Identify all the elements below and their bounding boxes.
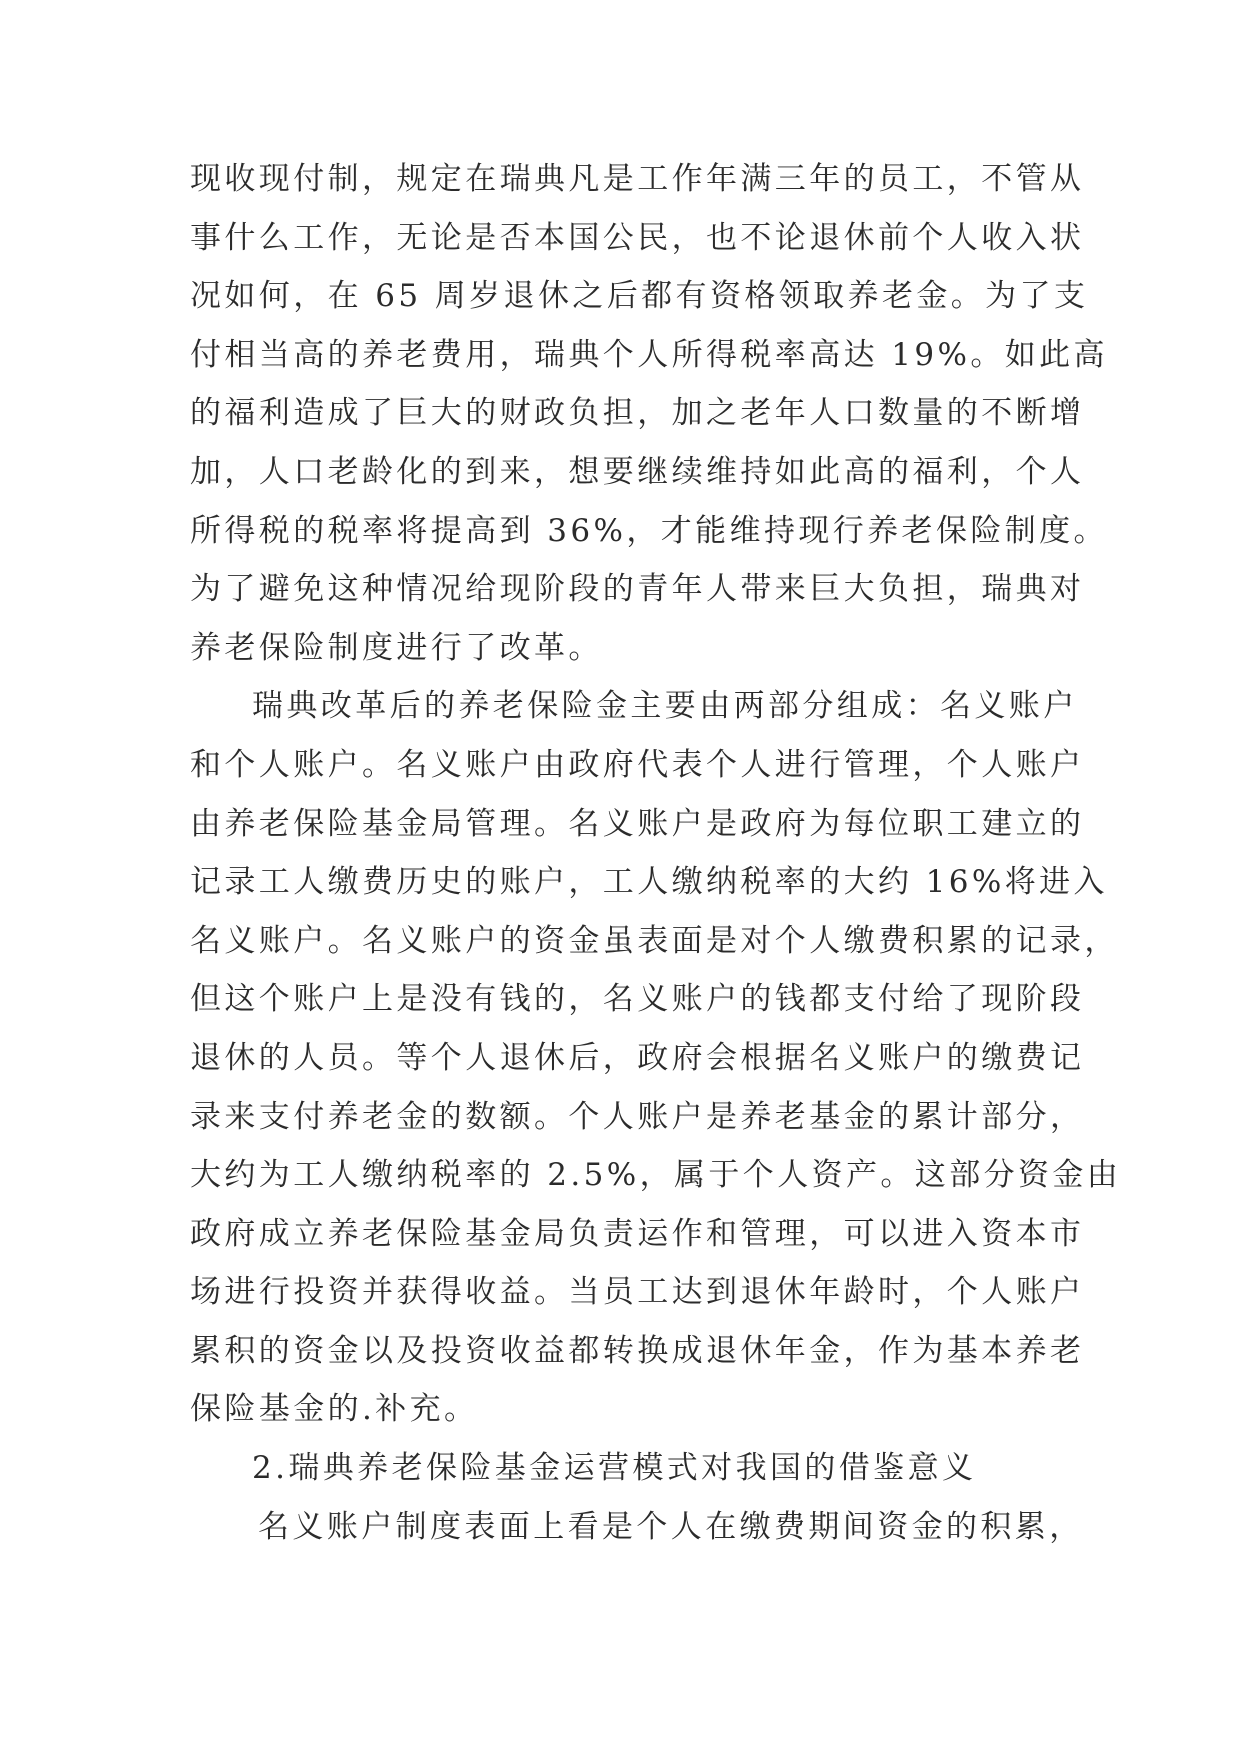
text-line: 加，人口老龄化的到来，想要继续维持如此高的福利，个人 bbox=[190, 453, 1085, 490]
section-heading bbox=[190, 1439, 1056, 1498]
text-line: 但这个账户上是没有钱的，名义账户的钱都支付给了现阶段 bbox=[190, 981, 1085, 1018]
text-line: 录来支付养老金的数额。个人账户是养老基金的累计部分， bbox=[190, 1098, 1085, 1135]
text-line: 付相当高的养老费用，瑞典个人所得税率高达 19%。如此高 bbox=[190, 336, 1108, 373]
heading-line: 2.瑞典养老保险基金运营模式对我国的借鉴意义 bbox=[252, 1450, 977, 1487]
text-line: 和个人账户。名义账户由政府代表个人进行管理，个人账户 bbox=[190, 746, 1085, 783]
text-line: 的福利造成了巨大的财政负担，加之老年人口数量的不断增 bbox=[190, 395, 1085, 432]
paragraph-2 bbox=[190, 677, 1122, 1439]
document-body bbox=[190, 150, 1122, 1556]
text-line: 所得税的税率将提高到 36%，才能维持现行养老保险制度。 bbox=[190, 512, 1108, 549]
text-line: 养老保险制度进行了改革。 bbox=[190, 629, 603, 666]
text-line: 事什么工作，无论是否本国公民，也不论退休前个人收入状 bbox=[190, 219, 1085, 256]
text-line: 名义账户。名义账户的资金虽表面是对个人缴费积累的记录， bbox=[190, 922, 1119, 959]
text-line: 况如何，在 65 周岁退休之后都有资格领取养老金。为了支 bbox=[190, 278, 1089, 315]
text-line: 场进行投资并获得收益。当员工达到退休年龄时，个人账户 bbox=[190, 1274, 1085, 1311]
text-line: 名义账户制度表面上看是个人在缴费期间资金的积累， bbox=[258, 1508, 1084, 1545]
text-line: 瑞典改革后的养老保险金主要由两部分组成：名义账户 bbox=[252, 688, 1078, 725]
paragraph-1 bbox=[190, 150, 1108, 677]
text-line: 由养老保险基金局管理。名义账户是政府为每位职工建立的 bbox=[190, 805, 1085, 842]
text-line: 记录工人缴费历史的账户，工人缴纳税率的大约 16%将进入 bbox=[190, 864, 1108, 901]
paragraph-3 bbox=[190, 1498, 1084, 1557]
text-line: 退休的人员。等个人退休后，政府会根据名义账户的缴费记 bbox=[190, 1039, 1085, 1076]
text-line: 现收现付制，规定在瑞典凡是工作年满三年的员工，不管从 bbox=[190, 161, 1085, 197]
text-line: 大约为工人缴纳税率的 2.5%，属于个人资产。这部分资金由 bbox=[190, 1157, 1122, 1194]
text-line: 政府成立养老保险基金局负责运作和管理，可以进入资本市 bbox=[190, 1215, 1085, 1252]
text-line: 为了避免这种情况给现阶段的青年人带来巨大负担，瑞典对 bbox=[190, 571, 1085, 608]
text-line: 保险基金的.补充。 bbox=[190, 1391, 479, 1428]
text-line: 累积的资金以及投资收益都转换成退休年金，作为基本养老 bbox=[190, 1332, 1085, 1369]
